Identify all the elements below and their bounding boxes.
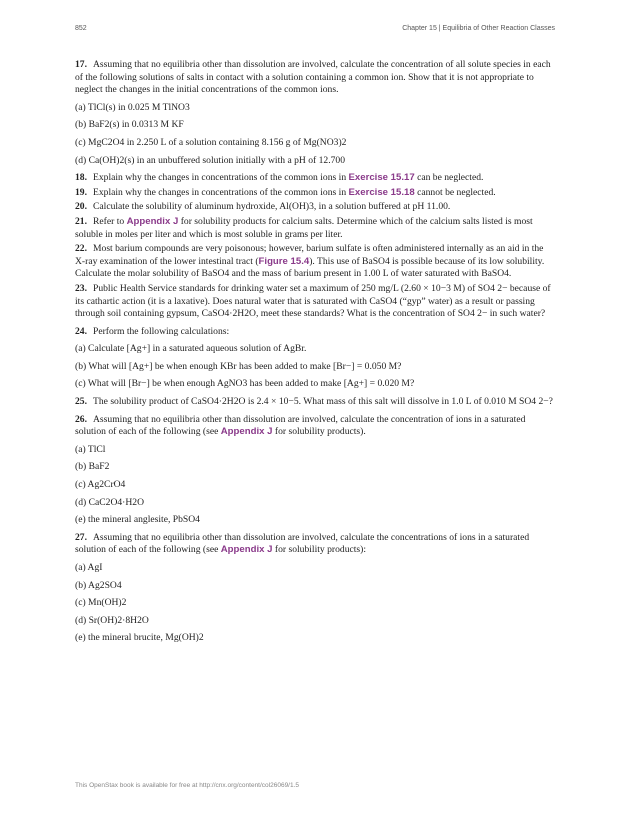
- exercise-26d: (d) CaC2O4·H2O: [75, 496, 145, 508]
- figure-link[interactable]: Figure 15.4: [258, 255, 310, 267]
- exercise-21: 21. Refer to Appendix J for solubility products for calcium salts. Determine which of the calcium salts listed is most soluble in moles per liter and which is most soluble in grams per liter.: [75, 215, 533, 240]
- exercise-list: [75, 59, 555, 650]
- exercise-27e: (e) the mineral brucite, Mg(OH)2: [75, 632, 204, 644]
- exercise-link[interactable]: Exercise 15.17: [348, 172, 415, 184]
- appendix-link[interactable]: Appendix J: [220, 544, 273, 556]
- exercise-27a: (a) AgI: [75, 562, 103, 573]
- exercise-25: 25. The solubility product of CaSO4·2H2O is 2.4 × 10−5. What mass of this salt will dissolve in 1.0 L of 0.010 M SO4 2−?: [75, 396, 553, 408]
- exercise-24b: (b) What will [Ag+] be when enough KBr has been added to make [Br−] = 0.050 M?: [75, 360, 402, 372]
- appendix-link[interactable]: Appendix J: [220, 426, 273, 438]
- exercise-27c: (c) Mn(OH)2: [75, 597, 127, 609]
- exercise-17b: (b) BaF2(s) in 0.0313 M KF: [75, 119, 184, 131]
- exercise-17a: (a) TlCl(s) in 0.025 M TlNO3: [75, 101, 190, 113]
- exercise-17c: (c) MgC2O4 in 2.250 L of a solution containing 8.156 g of Mg(NO3)2: [75, 136, 347, 148]
- page-number: 852: [75, 25, 87, 32]
- exercise-26a: (a) TlCl: [75, 443, 106, 455]
- exercise-23: 23. Public Health Service standards for drinking water set a maximum of 250 mg/L (2.60 × 10−3 M) of SO4 2− because of its cathartic action (it is a laxative). Does natural water that is saturated with CaSO4 (“gyp” water) as a result or passing through soil containing gypsum, CaSO4·2H2O, meet these standards? What is the concentration of SO4 2− in such water?: [75, 282, 551, 320]
- exercise-27d: (d) Sr(OH)2·8H2O: [75, 614, 149, 626]
- exercise-26b: (b) BaF2: [75, 461, 110, 473]
- exercise-17: 17. Assuming that no equilibria other than dissolution are involved, calculate the concentration of all solute species in each of the following solutions of salts in contact with a solution containing a common ion. Show that it is not appropriate to neglect the changes in the initial concentrations of the common ions.: [75, 59, 551, 96]
- exercise-20: 20. Calculate the solubility of aluminum hydroxide, Al(OH)3, in a solution buffered at pH 11.00.: [75, 201, 451, 213]
- exercise-19: 19. Explain why the changes in concentrations of the common ions in Exercise 15.18 cannot be neglected.: [75, 186, 496, 198]
- exercise-24: 24. Perform the following calculations:: [75, 325, 230, 337]
- footer-note: This OpenStax book is available for free at http://cnx.org/content/col26069/1.5: [75, 782, 300, 789]
- exercise-26e: (e) the mineral anglesite, PbSO4: [75, 514, 200, 526]
- exercise-17d: (d) Ca(OH)2(s) in an unbuffered solution initially with a pH of 12.700: [75, 154, 345, 166]
- exercise-26: 26. Assuming that no equilibria other than dissolution are involved, calculate the concentration of ions in a saturated solution of each of the following (see Appendix J for solubility products).: [75, 413, 526, 438]
- exercise-27b: (b) Ag2SO4: [75, 579, 122, 591]
- exercise-24c: (c) What will [Br−] be when enough AgNO3 has been added to make [Ag+] = 0.020 M?: [75, 378, 415, 390]
- exercise-22: 22. Most barium compounds are very poisonous; however, barium sulfate is often administered internally as an aid in the X-ray examination of the lower intestinal tract (Figure 15.4). This use of BaSO4 is possible because of its low solubility. Calculate the molar solubility of BaSO4 and the mass of barium present in 1.00 L of water saturated with BaSO4.: [75, 243, 545, 280]
- exercise-link[interactable]: Exercise 15.18: [348, 186, 415, 198]
- exercise-26c: (c) Ag2CrO4: [75, 479, 126, 491]
- exercise-27: 27. Assuming that no equilibria other than dissolution are involved, calculate the concentrations of ions in a saturated solution of each of the following (see Appendix J for solubility products):: [75, 531, 530, 556]
- exercise-18: 18. Explain why the changes in concentrations of the common ions in Exercise 15.17 can be neglected.: [75, 172, 484, 184]
- chapter-title: Chapter 15 | Equilibria of Other Reaction Classes: [402, 25, 555, 32]
- appendix-link[interactable]: Appendix J: [126, 215, 179, 227]
- exercise-24a: (a) Calculate [Ag+] in a saturated aqueous solution of AgBr.: [75, 343, 307, 355]
